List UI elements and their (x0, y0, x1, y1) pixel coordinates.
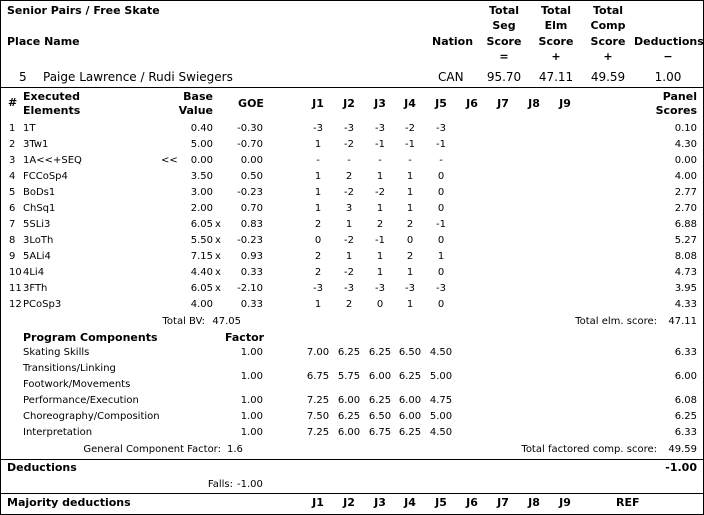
component-factor: 1.00 (240, 347, 263, 358)
element-panel-score: 6.88 (674, 219, 697, 230)
value-header: Value (178, 104, 213, 117)
element-judge-score: 1 (314, 139, 322, 150)
deductions-section-label: Deductions (7, 461, 77, 474)
element-goe: 0.93 (240, 251, 263, 262)
falls-label: Falls: (207, 479, 233, 490)
element-panel-score: 4.73 (674, 267, 697, 278)
element-number: 2 (9, 139, 16, 150)
component-judge-score: 6.00 (398, 395, 422, 406)
element-number: 10 (9, 267, 22, 278)
element-name: 3Tw1 (23, 139, 49, 150)
element-base-value: 2.00 (190, 203, 213, 214)
element-bonus-marker: x (215, 235, 221, 246)
element-number: 9 (9, 251, 16, 262)
element-judge-score: -1 (436, 219, 446, 230)
component-panel-score: 6.00 (674, 371, 697, 382)
gcf-label: General Component Factor: (83, 444, 221, 455)
component-factor: 1.00 (240, 427, 263, 438)
component-judge-score: 6.75 (368, 427, 392, 438)
component-judge-score: 4.50 (429, 347, 453, 358)
element-panel-score: 8.08 (674, 251, 697, 262)
element-judge-score: -2 (344, 235, 354, 246)
factor-header: Factor (225, 331, 265, 344)
element-panel-score: 4.00 (674, 171, 697, 182)
judge-header-j9: J9 (559, 97, 571, 110)
component-judge-score: 5.00 (429, 371, 453, 382)
total-elm-label: Total elm. score: (575, 316, 657, 327)
element-panel-score: 3.95 (674, 283, 697, 294)
element-number: 6 (9, 203, 16, 214)
element-judge-score: -3 (313, 283, 323, 294)
element-judge-score: 1 (376, 203, 384, 214)
skater-deductions: 1.00 (654, 70, 682, 84)
element-bonus-marker: x (215, 219, 221, 230)
ref-label: REF (616, 496, 640, 509)
element-judge-score: -3 (375, 123, 385, 134)
tes-header-1: Total (540, 4, 572, 17)
component-judge-score: 7.25 (306, 395, 330, 406)
tss-operator: = (499, 50, 509, 63)
component-judge-score: 6.00 (368, 371, 392, 382)
element-judge-score: 1 (376, 171, 384, 182)
component-panel-score: 6.33 (674, 347, 697, 358)
gcf-value: 1.6 (227, 444, 243, 455)
panel-header: Panel (662, 90, 697, 103)
element-base-value: 3.00 (190, 187, 213, 198)
divider (1, 459, 703, 460)
element-number: 3 (9, 155, 16, 166)
component-name: Interpretation (23, 427, 93, 438)
element-judge-score: 1 (345, 251, 353, 262)
judge-header-j2: J2 (343, 97, 355, 110)
element-judge-score: 1 (314, 171, 322, 182)
element-base-value: 0.00 (190, 155, 213, 166)
element-judge-score: -3 (344, 283, 354, 294)
component-name: Skating Skills (23, 347, 90, 358)
total-comp-value: 49.59 (668, 444, 697, 455)
scores-header: Scores (655, 104, 697, 117)
element-base-value: 5.50 (190, 235, 213, 246)
element-judge-score: -1 (405, 139, 415, 150)
total-comp-label: Total factored comp. score: (521, 444, 657, 455)
skater-total-comp-score: 49.59 (590, 70, 626, 84)
component-judge-score: 4.75 (429, 395, 453, 406)
element-judge-score: 0 (437, 235, 445, 246)
tss-header-3: Score (486, 35, 522, 48)
pcs-header-1: Total (592, 4, 624, 17)
element-judge-score: 0 (437, 187, 445, 198)
majority-judge-j1: J1 (312, 496, 324, 509)
element-judge-score: 2 (345, 299, 353, 310)
component-name: Transitions/Linking (23, 363, 116, 374)
program-components-header: Program Components (23, 331, 158, 344)
element-number: 4 (9, 171, 16, 182)
component-judge-score: 4.50 (429, 427, 453, 438)
deductions-operator: − (663, 50, 673, 63)
element-judge-score: 2 (406, 219, 414, 230)
element-judge-score: -2 (344, 187, 354, 198)
element-judge-score: 1 (406, 171, 414, 182)
judge-header-j4: J4 (404, 97, 416, 110)
element-base-value: 4.40 (190, 267, 213, 278)
component-panel-score: 6.08 (674, 395, 697, 406)
element-base-value: 6.05 (190, 283, 213, 294)
element-bonus-marker: x (215, 251, 221, 262)
element-name: ChSq1 (23, 203, 56, 214)
component-judge-score: 6.25 (337, 347, 361, 358)
element-bonus-marker: x (215, 267, 221, 278)
component-judge-score: 7.00 (306, 347, 330, 358)
tss-header-2: Seg (492, 19, 516, 32)
nation-header: Nation (432, 35, 474, 48)
total-bv-label: Total BV: (162, 316, 205, 327)
element-panel-score: 2.70 (674, 203, 697, 214)
element-name: BoDs1 (23, 187, 56, 198)
element-number: 8 (9, 235, 16, 246)
element-judge-score: 1 (406, 299, 414, 310)
element-base-value: 3.50 (190, 171, 213, 182)
divider (1, 87, 703, 88)
component-judge-score: 6.25 (368, 347, 392, 358)
element-goe: 0.33 (240, 299, 263, 310)
element-base-value: 6.05 (190, 219, 213, 230)
element-judge-score: -3 (344, 123, 354, 134)
element-goe: 0.00 (240, 155, 263, 166)
element-number: 5 (9, 187, 16, 198)
component-name: Performance/Execution (23, 395, 139, 406)
element-judge-score: 1 (345, 219, 353, 230)
element-judge-score: 1 (314, 203, 322, 214)
number-header: # (8, 96, 18, 109)
element-judge-score: -3 (375, 283, 385, 294)
element-number: 1 (9, 123, 16, 134)
component-judge-score: 7.25 (306, 427, 330, 438)
element-name: FCCoSp4 (23, 171, 68, 182)
element-judge-score: 1 (406, 203, 414, 214)
element-judge-score: 1 (376, 251, 384, 262)
element-info: << (161, 155, 178, 166)
skater-name: Paige Lawrence / Rudi Swiegers (43, 70, 233, 84)
deductions-header: Deductions (634, 35, 704, 48)
tes-operator: + (551, 50, 561, 63)
judge-header-j3: J3 (374, 97, 386, 110)
component-factor: 1.00 (240, 371, 263, 382)
judge-header-j8: J8 (528, 97, 540, 110)
component-judge-score: 6.25 (398, 371, 422, 382)
element-panel-score: 0.10 (674, 123, 697, 134)
element-judge-score: - (439, 155, 443, 166)
element-judge-score: 1 (376, 267, 384, 278)
component-judge-score: 6.25 (398, 427, 422, 438)
judge-header-j6: J6 (466, 97, 478, 110)
tss-header-1: Total (488, 4, 520, 17)
element-panel-score: 0.00 (674, 155, 697, 166)
element-judge-score: -2 (344, 267, 354, 278)
judge-header-j5: J5 (435, 97, 447, 110)
element-judge-score: 0 (437, 203, 445, 214)
element-judge-score: 0 (376, 299, 384, 310)
component-judge-score: 6.00 (337, 427, 361, 438)
element-name: 3LoTh (23, 235, 54, 246)
skater-total-seg-score: 95.70 (486, 70, 522, 84)
element-judge-score: -1 (436, 139, 446, 150)
component-judge-score: 5.00 (429, 411, 453, 422)
component-name: Choreography/Composition (23, 411, 160, 422)
element-judge-score: - (378, 155, 382, 166)
element-judge-score: 2 (314, 251, 322, 262)
judge-header-j1: J1 (312, 97, 324, 110)
tes-header-2: Elm (544, 19, 568, 32)
judge-header-j7: J7 (497, 97, 509, 110)
element-judge-score: 1 (314, 299, 322, 310)
element-goe: 0.33 (240, 267, 263, 278)
element-judge-score: -1 (375, 139, 385, 150)
component-judge-score: 6.00 (398, 411, 422, 422)
element-judge-score: - (347, 155, 351, 166)
element-judge-score: 0 (437, 171, 445, 182)
skater-total-elm-score: 47.11 (538, 70, 574, 84)
total-bv-value: 47.05 (212, 316, 241, 327)
element-base-value: 4.00 (190, 299, 213, 310)
majority-judge-j3: J3 (374, 496, 386, 509)
element-panel-score: 4.30 (674, 139, 697, 150)
skater-place: 5 (19, 70, 27, 84)
majority-judge-j4: J4 (404, 496, 416, 509)
component-judge-score: 6.75 (306, 371, 330, 382)
element-judge-score: -2 (344, 139, 354, 150)
goe-header: GOE (238, 97, 264, 110)
executed-header: Executed (23, 90, 81, 103)
element-panel-score: 4.33 (674, 299, 697, 310)
element-goe: -2.10 (237, 283, 263, 294)
component-panel-score: 6.33 (674, 427, 697, 438)
element-bonus-marker: x (215, 283, 221, 294)
majority-judge-j8: J8 (528, 496, 540, 509)
element-name: 5SLi3 (23, 219, 51, 230)
skater-nation: CAN (438, 70, 464, 84)
component-judge-score: 7.50 (306, 411, 330, 422)
element-judge-score: 3 (345, 203, 353, 214)
component-judge-score: 6.50 (368, 411, 392, 422)
element-judge-score: -3 (405, 283, 415, 294)
component-judge-score: 6.25 (368, 395, 392, 406)
element-name: 4Li4 (23, 267, 45, 278)
element-name: 1A<<+SEQ (23, 155, 82, 166)
element-judge-score: -3 (313, 123, 323, 134)
element-name: 3FTh (23, 283, 48, 294)
element-judge-score: 2 (345, 171, 353, 182)
element-judge-score: -3 (436, 123, 446, 134)
element-goe: -0.70 (237, 139, 263, 150)
element-judge-score: 1 (406, 187, 414, 198)
element-base-value: 7.15 (190, 251, 213, 262)
component-factor: 1.00 (240, 411, 263, 422)
element-number: 12 (9, 299, 22, 310)
element-judge-score: 0 (406, 235, 414, 246)
element-goe: -0.30 (237, 123, 263, 134)
element-goe: 0.50 (240, 171, 263, 182)
divider (1, 493, 703, 494)
element-judge-score: - (316, 155, 320, 166)
element-number: 11 (9, 283, 22, 294)
majority-judge-j7: J7 (497, 496, 509, 509)
element-judge-score: 0 (314, 235, 322, 246)
element-judge-score: 2 (314, 219, 322, 230)
element-number: 7 (9, 219, 16, 230)
element-judge-score: -2 (405, 123, 415, 134)
element-panel-score: 5.27 (674, 235, 697, 246)
element-goe: -0.23 (237, 187, 263, 198)
element-judge-score: 2 (406, 251, 414, 262)
majority-judge-j9: J9 (559, 496, 571, 509)
element-goe: -0.23 (237, 235, 263, 246)
component-judge-score: 6.50 (398, 347, 422, 358)
element-base-value: 5.00 (190, 139, 213, 150)
element-judge-score: 0 (437, 299, 445, 310)
component-factor: 1.00 (240, 395, 263, 406)
base-header: Base (183, 90, 213, 103)
element-judge-score: -1 (375, 235, 385, 246)
majority-judge-j2: J2 (343, 496, 355, 509)
element-judge-score: - (408, 155, 412, 166)
element-judge-score: 2 (314, 267, 322, 278)
element-judge-score: 0 (437, 267, 445, 278)
element-judge-score: 2 (376, 219, 384, 230)
page-title: Senior Pairs / Free Skate (7, 4, 160, 17)
element-judge-score: 1 (314, 187, 322, 198)
pcs-operator: + (603, 50, 613, 63)
pcs-header-2: Comp (590, 19, 626, 32)
element-judge-score: -3 (436, 283, 446, 294)
element-judge-score: 1 (437, 251, 445, 262)
element-goe: 0.70 (240, 203, 263, 214)
majority-deductions-label: Majority deductions (7, 496, 131, 509)
component-judge-score: 6.25 (337, 411, 361, 422)
component-name: Footwork/Movements (23, 379, 131, 390)
elements-header: Elements (23, 104, 81, 117)
tes-header-3: Score (538, 35, 574, 48)
element-judge-score: -2 (375, 187, 385, 198)
pcs-header-3: Score (590, 35, 626, 48)
component-judge-score: 6.00 (337, 395, 361, 406)
component-panel-score: 6.25 (674, 411, 697, 422)
deductions-total: -1.00 (665, 461, 697, 474)
element-name: 1T (23, 123, 36, 134)
element-name: PCoSp3 (23, 299, 62, 310)
place-name-header: Place Name (7, 35, 80, 48)
element-base-value: 0.40 (190, 123, 213, 134)
element-panel-score: 2.77 (674, 187, 697, 198)
majority-judge-j5: J5 (435, 496, 447, 509)
falls-value: -1.00 (237, 479, 263, 490)
total-elm-value: 47.11 (668, 316, 697, 327)
element-goe: 0.83 (240, 219, 263, 230)
majority-judge-j6: J6 (466, 496, 478, 509)
element-name: 5ALi4 (23, 251, 51, 262)
element-judge-score: 1 (406, 267, 414, 278)
component-judge-score: 5.75 (337, 371, 361, 382)
